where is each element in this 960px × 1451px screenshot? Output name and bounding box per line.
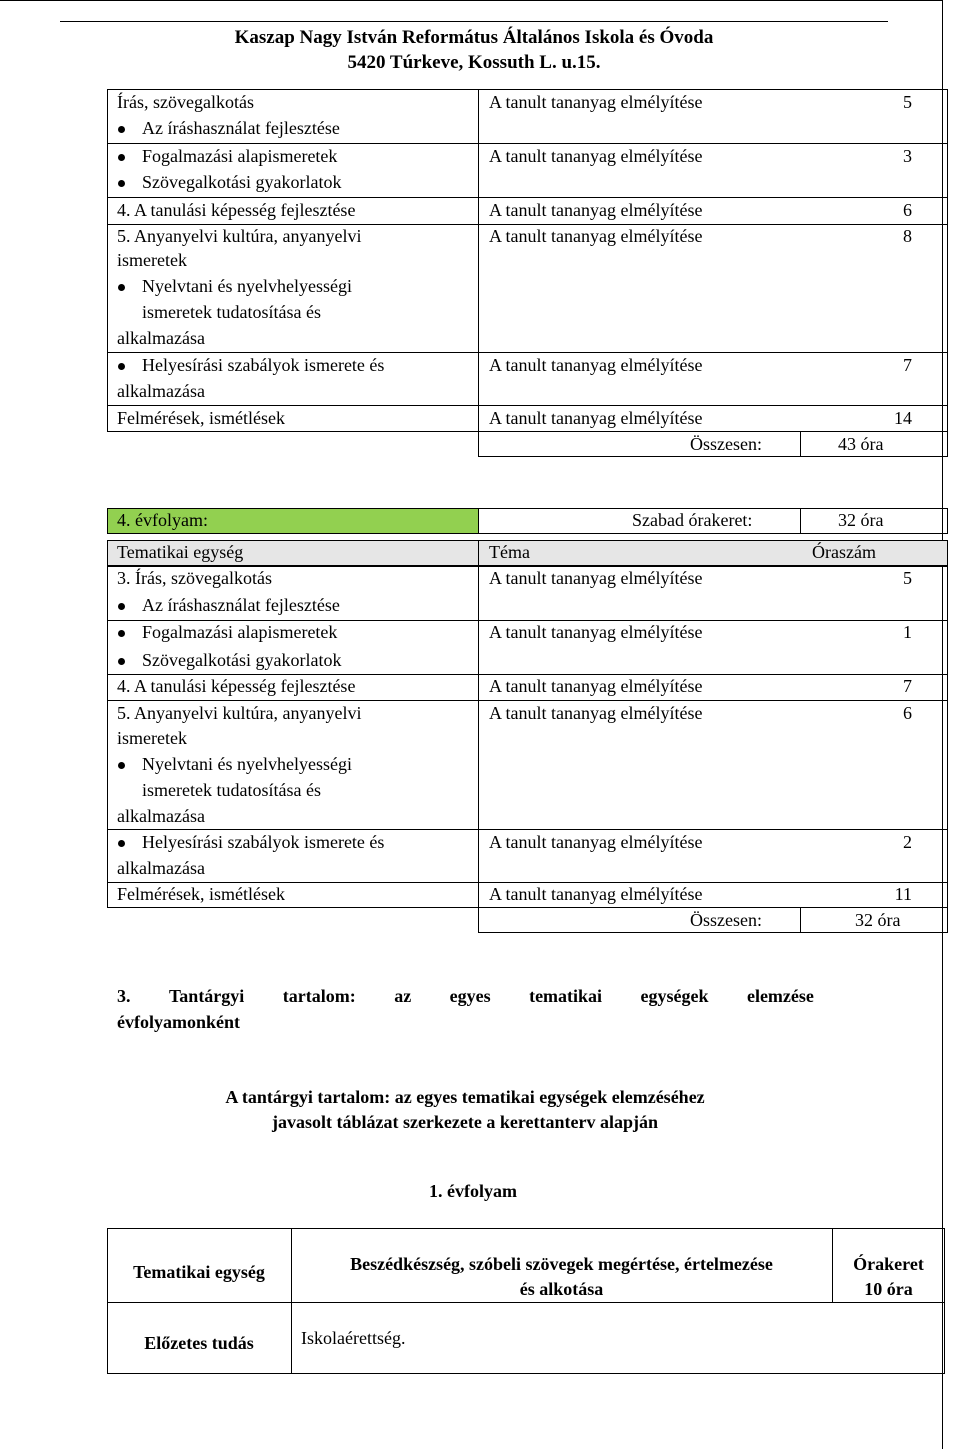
column-header-topic: Tematikai egység [133, 1262, 265, 1282]
topic-cell: ismeretek [117, 728, 187, 748]
topic-cell: alkalmazása [117, 328, 205, 348]
theme-cell: A tanult tananyag elmélyítése [489, 832, 703, 852]
table-row: Írás, szövegalkotás [117, 92, 254, 112]
prior-knowledge-value: Iskolaérettség. [301, 1328, 406, 1348]
theme-cell: A tanult tananyag elmélyítése [489, 355, 703, 375]
table-row: Felmérések, ismétlések [117, 408, 285, 428]
grade-title: 1. évfolyam [429, 1181, 517, 1201]
prior-knowledge-label: Előzetes tudás [144, 1333, 254, 1353]
section3-heading: 3. Tantárgyi tartalom: az egyes tematikai egységek elemzése [117, 986, 814, 1006]
table-row: 5. Anyanyelvi kultúra, anyanyelvi [117, 703, 362, 723]
school-name: Kaszap Nagy István Református Általános Iskola és Óvoda [234, 27, 714, 48]
table-row: 3. Írás, szövegalkotás [117, 568, 272, 588]
hours-cell: 6 [903, 703, 912, 723]
list-item: Szövegalkotási gyakorlatok [142, 650, 342, 670]
hours-cell: 7 [903, 676, 912, 696]
theme-cell: A tanult tananyag elmélyítése [489, 146, 703, 166]
topic-title-line2: és alkotása [519, 1279, 604, 1299]
table-row: 4. A tanulási képesség fejlesztése [117, 676, 356, 696]
total-value: 32 óra [855, 910, 901, 930]
list-item: Szövegalkotási gyakorlatok [142, 172, 342, 192]
table-row: 5. Anyanyelvi kultúra, anyanyelvi [117, 226, 362, 246]
theme-cell: A tanult tananyag elmélyítése [489, 884, 703, 904]
hours-cell: 5 [903, 568, 912, 588]
hours-cell: 1 [903, 622, 912, 642]
hours-cell: 14 [894, 408, 912, 428]
theme-cell: A tanult tananyag elmélyítése [489, 226, 703, 246]
theme-cell: A tanult tananyag elmélyítése [489, 200, 703, 220]
list-item: Nyelvtani és nyelvhelyességi [142, 276, 352, 296]
theme-cell: A tanult tananyag elmélyítése [489, 408, 703, 428]
theme-cell: A tanult tananyag elmélyítése [489, 568, 703, 588]
list-item: Fogalmazási alapismeretek [142, 146, 338, 166]
total-value: 43 óra [838, 434, 884, 454]
section3-heading-line2: évfolyamonként [117, 1012, 240, 1032]
total-label: Összesen: [690, 434, 762, 454]
hours-cell: 3 [903, 146, 912, 166]
free-hours-label: Szabad órakeret: [632, 510, 753, 530]
topic-cell: ismeretek tudatosítása és [142, 302, 321, 322]
column-header-theme: Téma [489, 542, 530, 562]
topic-cell: ismeretek [117, 250, 187, 270]
hours-frame-value: 10 óra [864, 1279, 913, 1299]
list-item: Fogalmazási alapismeretek [142, 622, 338, 642]
column-header-topic: Tematikai egység [117, 542, 244, 562]
list-item: Helyesírási szabályok ismerete és [142, 355, 385, 375]
hours-cell: 7 [903, 355, 912, 375]
table-row: Felmérések, ismétlések [117, 884, 285, 904]
hours-cell: 2 [903, 832, 912, 852]
hours-frame-label: Órakeret [853, 1254, 924, 1274]
hours-cell: 8 [903, 226, 912, 246]
school-address: 5420 Túrkeve, Kossuth L. u.15. [347, 52, 601, 73]
list-item: Az íráshasználat fejlesztése [142, 595, 340, 615]
topic-cell: alkalmazása [117, 806, 205, 826]
list-item: Nyelvtani és nyelvhelyességi [142, 754, 352, 774]
free-hours-value: 32 óra [838, 510, 884, 530]
total-label: Összesen: [690, 910, 762, 930]
column-header-hours: Óraszám [812, 542, 876, 562]
topic-cell: alkalmazása [117, 381, 205, 401]
table-row: 4. A tanulási képesség fejlesztése [117, 200, 356, 220]
topic-cell: alkalmazása [117, 858, 205, 878]
list-item: Az íráshasználat fejlesztése [142, 118, 340, 138]
list-item: Helyesírási szabályok ismerete és [142, 832, 385, 852]
theme-cell: A tanult tananyag elmélyítése [489, 92, 703, 112]
header-rule [60, 21, 888, 22]
topic-cell: ismeretek tudatosítása és [142, 780, 321, 800]
hours-cell: 11 [894, 884, 912, 904]
theme-cell: A tanult tananyag elmélyítése [489, 622, 703, 642]
grade4-title: 4. évfolyam: [117, 510, 208, 530]
hours-cell: 6 [903, 200, 912, 220]
subheading-1: A tantárgyi tartalom: az egyes tematikai egységek elemzéséhez [225, 1087, 705, 1107]
topic-title-line1: Beszédkészség, szóbeli szövegek megértése, értelmezése [350, 1254, 773, 1274]
hours-cell: 5 [903, 92, 912, 112]
theme-cell: A tanult tananyag elmélyítése [489, 703, 703, 723]
subheading-2: javasolt táblázat szerkezete a kerettanterv alapján [271, 1112, 659, 1132]
theme-cell: A tanult tananyag elmélyítése [489, 676, 703, 696]
